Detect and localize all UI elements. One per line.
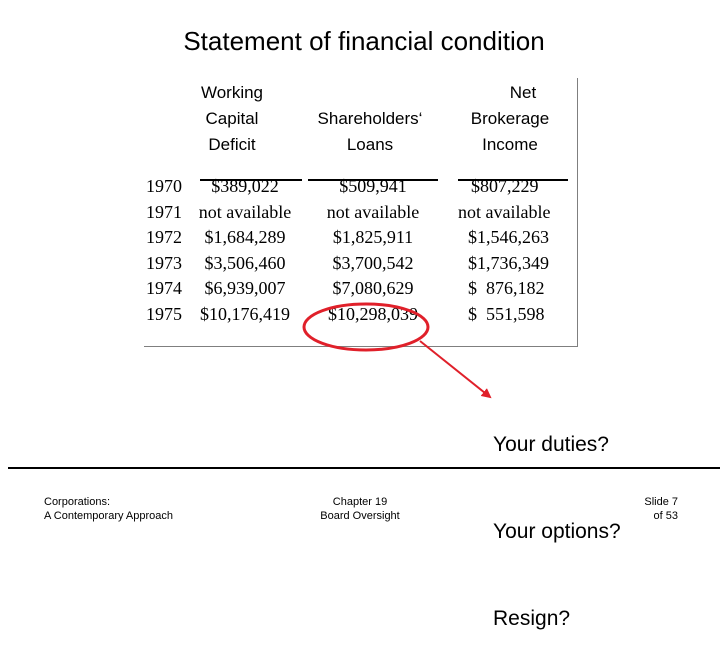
header-net-brokerage-income: Net Brokerage Income	[470, 83, 550, 154]
table-cell: $807,229	[471, 176, 539, 196]
table-cell: not available	[198, 201, 292, 222]
footer-left: Corporations: A Contemporary Approach	[44, 496, 174, 522]
footer-center: Chapter 19 Board Oversight	[320, 496, 400, 522]
highlight-ellipse	[304, 304, 428, 350]
table-cell: $7,080,629	[332, 278, 414, 298]
footer-rule	[8, 467, 720, 469]
table-cell: $6,939,007	[204, 278, 286, 298]
year-cell: 1975	[146, 303, 182, 324]
table-cell: $509,941	[339, 176, 407, 196]
table-cell: $10,176,419	[200, 303, 290, 324]
table-cell: $1,825,911	[332, 227, 414, 247]
table-cell: $ 876,182	[468, 278, 545, 298]
header-working-capital-deficit: Working Capital Deficit	[200, 83, 264, 154]
table-cell: not available	[326, 201, 420, 222]
table-cell: $3,700,542	[332, 252, 414, 273]
table-cell: $1,546,263	[468, 227, 549, 247]
table-cell: $1,736,349	[468, 252, 549, 273]
annotation-text: Your duties? Your options? Resign?	[493, 433, 621, 630]
year-cell: 1972	[146, 227, 182, 247]
table-cell: not available	[458, 201, 551, 222]
footer-right: Slide 7 of 53	[644, 496, 678, 522]
header-shareholders-loans: Shareholders‘ Loans	[317, 109, 423, 154]
table-cell: $ 551,598	[468, 303, 545, 324]
year-cell: 1973	[146, 252, 182, 273]
highlight-arrow	[420, 341, 490, 397]
slide-title: Statement of financial condition	[183, 26, 545, 56]
table-cell: $3,506,460	[204, 252, 286, 273]
year-cell: 1974	[146, 278, 182, 298]
table-cell: $389,022	[211, 176, 279, 196]
year-cell: 1971	[146, 201, 182, 222]
table-cell: $1,684,289	[204, 227, 286, 247]
table-cell-highlighted: $10,298,039	[328, 303, 418, 324]
year-cell: 1970	[146, 176, 182, 196]
